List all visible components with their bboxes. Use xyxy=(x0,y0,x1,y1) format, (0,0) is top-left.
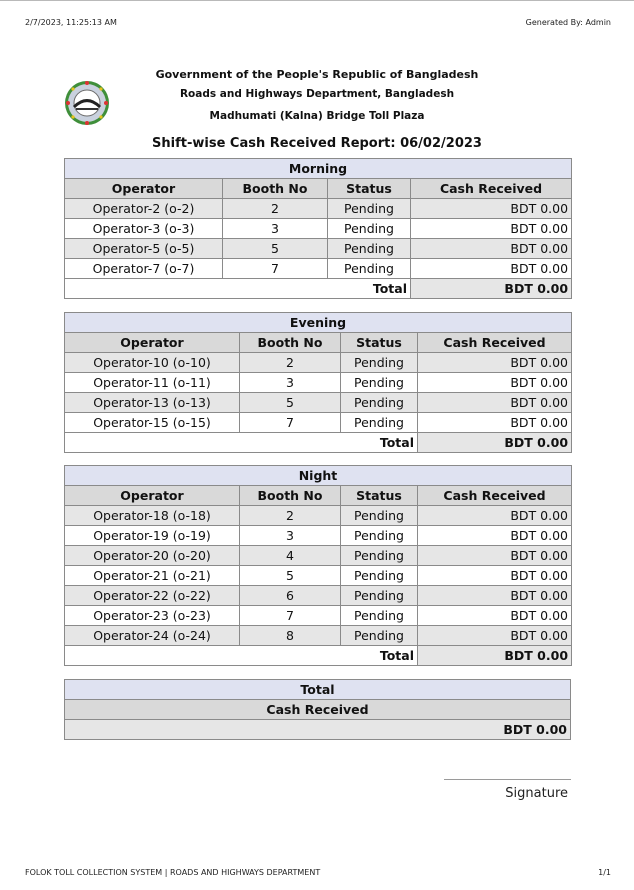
booth-cell: 2 xyxy=(240,353,341,373)
table-row xyxy=(65,219,572,239)
col-status: Status xyxy=(341,333,418,353)
col-operator: Operator xyxy=(65,179,223,199)
table-row xyxy=(65,239,572,259)
booth-cell: 7 xyxy=(223,259,328,279)
total-label: Total xyxy=(240,433,418,453)
cash-cell: BDT 0.00 xyxy=(411,219,572,239)
shift-name: Night xyxy=(65,466,572,486)
cash-cell: BDT 0.00 xyxy=(418,606,572,626)
operator-cell: Operator-13 (o-13) xyxy=(65,393,240,413)
cash-cell: BDT 0.00 xyxy=(411,239,572,259)
table-row xyxy=(65,526,572,546)
table-row xyxy=(65,373,572,393)
report-title: Shift-wise Cash Received Report: 06/02/2023 xyxy=(152,136,482,151)
signature-line xyxy=(444,779,571,780)
booth-cell: 5 xyxy=(223,239,328,259)
booth-cell: 3 xyxy=(240,373,341,393)
status-cell: Pending xyxy=(341,546,418,566)
evening-shift-table xyxy=(64,312,572,453)
cash-cell: BDT 0.00 xyxy=(418,566,572,586)
total-spacer xyxy=(65,279,223,299)
table-row xyxy=(65,566,572,586)
status-cell: Pending xyxy=(328,219,411,239)
status-cell: Pending xyxy=(341,566,418,586)
operator-cell: Operator-20 (o-20) xyxy=(65,546,240,566)
operator-cell: Operator-15 (o-15) xyxy=(65,413,240,433)
col-cash: Cash Received xyxy=(411,179,572,199)
header-government: Government of the People's Republic of Bangladesh xyxy=(155,68,479,81)
booth-cell: 3 xyxy=(223,219,328,239)
status-cell: Pending xyxy=(341,413,418,433)
table-row xyxy=(65,606,572,626)
booth-cell: 3 xyxy=(240,526,341,546)
operator-cell: Operator-2 (o-2) xyxy=(65,199,223,219)
cash-cell: BDT 0.00 xyxy=(411,259,572,279)
cash-cell: BDT 0.00 xyxy=(418,393,572,413)
col-booth: Booth No xyxy=(240,486,341,506)
grand-total-value: BDT 0.00 xyxy=(65,720,571,740)
total-row xyxy=(65,279,572,299)
status-cell: Pending xyxy=(341,373,418,393)
generated-by: Generated By: Admin xyxy=(525,18,611,27)
cash-cell: BDT 0.00 xyxy=(418,506,572,526)
grand-total-title: Total xyxy=(65,680,571,700)
cash-cell: BDT 0.00 xyxy=(418,626,572,646)
operator-cell: Operator-21 (o-21) xyxy=(65,566,240,586)
shift-name: Morning xyxy=(65,159,572,179)
total-spacer xyxy=(65,646,240,666)
status-cell: Pending xyxy=(341,506,418,526)
footer-system-name: FOLOK TOLL COLLECTION SYSTEM | ROADS AND HIGHWAYS DEPARTMENT xyxy=(25,868,321,877)
total-value: BDT 0.00 xyxy=(418,433,572,453)
table-row xyxy=(65,259,572,279)
shift-name: Evening xyxy=(65,313,572,333)
total-spacer xyxy=(65,433,240,453)
status-cell: Pending xyxy=(341,393,418,413)
total-value: BDT 0.00 xyxy=(411,279,572,299)
booth-cell: 5 xyxy=(240,393,341,413)
status-cell: Pending xyxy=(328,199,411,219)
table-row xyxy=(65,353,572,373)
total-label: Total xyxy=(240,646,418,666)
operator-cell: Operator-7 (o-7) xyxy=(65,259,223,279)
booth-cell: 5 xyxy=(240,566,341,586)
table-row xyxy=(65,546,572,566)
status-cell: Pending xyxy=(328,259,411,279)
footer-page-number: 1/1 xyxy=(598,868,611,877)
col-operator: Operator xyxy=(65,486,240,506)
booth-cell: 2 xyxy=(223,199,328,219)
booth-cell: 6 xyxy=(240,586,341,606)
total-row xyxy=(65,646,572,666)
status-cell: Pending xyxy=(341,586,418,606)
signature-label: Signature xyxy=(505,786,568,801)
operator-cell: Operator-11 (o-11) xyxy=(65,373,240,393)
night-shift-table xyxy=(64,465,572,666)
col-status: Status xyxy=(341,486,418,506)
booth-cell: 7 xyxy=(240,606,341,626)
top-border-line xyxy=(0,0,634,1)
cash-cell: BDT 0.00 xyxy=(418,353,572,373)
header-toll-plaza: Madhumati (Kalna) Bridge Toll Plaza xyxy=(209,110,425,122)
header-department: Roads and Highways Department, Bangladesh xyxy=(179,88,455,100)
operator-cell: Operator-5 (o-5) xyxy=(65,239,223,259)
cash-cell: BDT 0.00 xyxy=(411,199,572,219)
grand-total-subtitle: Cash Received xyxy=(65,700,571,720)
cash-cell: BDT 0.00 xyxy=(418,373,572,393)
col-operator: Operator xyxy=(65,333,240,353)
operator-cell: Operator-24 (o-24) xyxy=(65,626,240,646)
status-cell: Pending xyxy=(341,526,418,546)
table-row xyxy=(65,199,572,219)
operator-cell: Operator-22 (o-22) xyxy=(65,586,240,606)
operator-cell: Operator-18 (o-18) xyxy=(65,506,240,526)
status-cell: Pending xyxy=(328,239,411,259)
status-cell: Pending xyxy=(341,606,418,626)
booth-cell: 4 xyxy=(240,546,341,566)
operator-cell: Operator-3 (o-3) xyxy=(65,219,223,239)
col-cash: Cash Received xyxy=(418,333,572,353)
cash-cell: BDT 0.00 xyxy=(418,586,572,606)
grand-total-table xyxy=(64,679,571,740)
cash-cell: BDT 0.00 xyxy=(418,526,572,546)
operator-cell: Operator-10 (o-10) xyxy=(65,353,240,373)
booth-cell: 2 xyxy=(240,506,341,526)
cash-cell: BDT 0.00 xyxy=(418,413,572,433)
col-status: Status xyxy=(328,179,411,199)
operator-cell: Operator-23 (o-23) xyxy=(65,606,240,626)
status-cell: Pending xyxy=(341,353,418,373)
table-row xyxy=(65,413,572,433)
morning-shift-table xyxy=(64,158,572,299)
col-booth: Booth No xyxy=(240,333,341,353)
booth-cell: 8 xyxy=(240,626,341,646)
operator-cell: Operator-19 (o-19) xyxy=(65,526,240,546)
status-cell: Pending xyxy=(341,626,418,646)
print-datetime: 2/7/2023, 11:25:13 AM xyxy=(25,18,117,27)
cash-cell: BDT 0.00 xyxy=(418,546,572,566)
col-booth: Booth No xyxy=(223,179,328,199)
table-row xyxy=(65,626,572,646)
total-row xyxy=(65,433,572,453)
booth-cell: 7 xyxy=(240,413,341,433)
table-row xyxy=(65,506,572,526)
total-label: Total xyxy=(223,279,411,299)
table-row xyxy=(65,393,572,413)
col-cash: Cash Received xyxy=(418,486,572,506)
table-row xyxy=(65,586,572,606)
total-value: BDT 0.00 xyxy=(418,646,572,666)
